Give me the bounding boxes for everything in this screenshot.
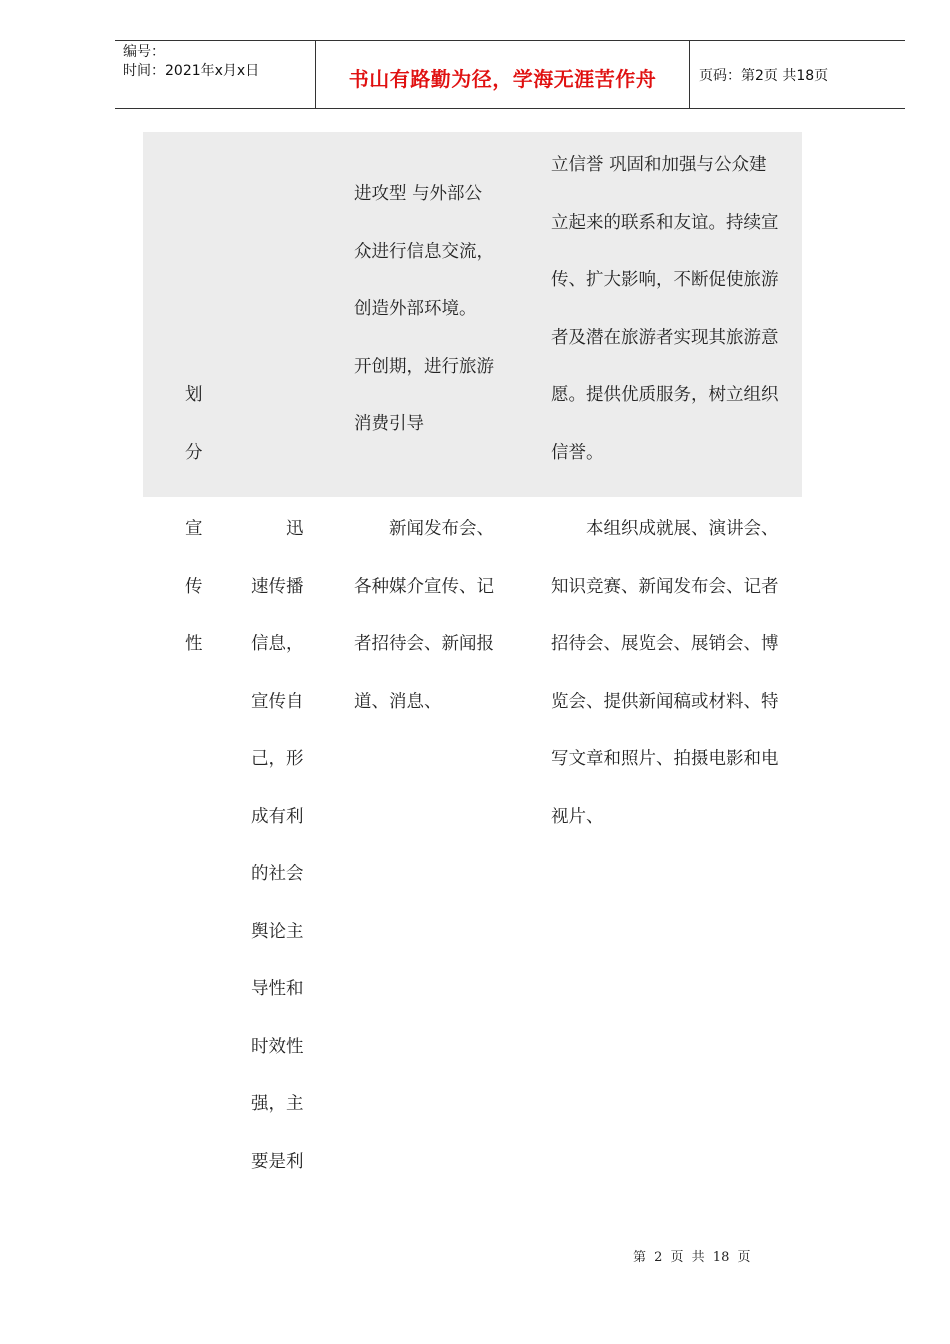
cell-line: 分 [185,442,203,463]
cell-line: 划 [185,385,203,405]
document-number-label: 编号： [123,44,165,60]
cell-line: 道、消息、 [354,691,442,712]
cell-line: 速传播 [251,576,304,597]
row2-method-cell [551,501,779,846]
header-meta [123,43,259,81]
cell-line: 宣 [185,519,203,539]
cell-line: 成有利 [251,806,304,827]
cell-line: 众进行信息交流， [354,241,494,262]
cell-line: 者招待会、新闻报 [354,634,494,654]
cell-line: 本组织成就展、演讲会、 [551,519,779,539]
cell-line: 舆论主 [251,921,304,942]
cell-line: 要是利 [251,1151,304,1172]
row2-category-cell [185,501,203,674]
cell-line: 愿。提供优质服务，树立组织 [551,385,779,405]
cell-line: 知识竞赛、新闻发布会、记者 [551,576,779,597]
row2-type-cell [354,501,494,731]
row2-description-cell [251,501,304,1191]
cell-line: 进攻型 与外部公 [354,184,483,204]
cell-line: 时效性 [251,1036,304,1057]
header-motto: 书山有路勤为径，学海无涯苦作舟 [348,67,657,91]
cell-line: 创造外部环境。 [354,299,477,319]
row1-category-cell [185,367,203,482]
cell-line: 视片、 [551,806,604,827]
cell-line: 消费引导 [354,414,424,434]
cell-line: 己，形 [251,749,304,769]
cell-line: 立起来的联系和友谊。持续宣 [551,212,779,233]
header-divider [689,41,690,108]
cell-line: 览会、提供新闻稿或材料、特 [551,691,779,712]
cell-line: 传、扩大影响，不断促使旅游 [551,270,779,290]
cell-line: 传 [185,576,203,597]
cell-line: 强，主 [251,1094,304,1114]
page-footer: 第 2 页 共 18 页 [633,1250,751,1265]
page-header [115,40,905,109]
cell-line: 新闻发布会、 [354,519,494,539]
cell-line: 宣传自 [251,691,304,712]
cell-line: 各种媒介宣传、记 [354,576,494,597]
cell-line: 性 [185,634,203,654]
cell-line: 者及潜在旅游者实现其旅游意 [551,327,779,348]
header-page-info: 页码：第2页 共18页 [699,68,829,84]
cell-line: 立信誉 巩固和加强与公众建 [551,155,767,175]
cell-line: 写文章和照片、拍摄电影和电 [551,749,779,769]
cell-line: 信息， [251,634,304,654]
cell-line: 导性和 [251,979,304,999]
document-time-label: 时间：2021年x月x日 [123,63,260,79]
cell-line: 信誉。 [551,442,604,463]
cell-line: 招待会、展览会、展销会、博 [551,634,779,654]
row1-type-cell [354,166,494,454]
cell-line: 开创期，进行旅游 [354,356,494,377]
row1-method-cell [551,137,779,482]
cell-line: 迅 [251,519,304,539]
cell-line: 的社会 [251,864,304,884]
